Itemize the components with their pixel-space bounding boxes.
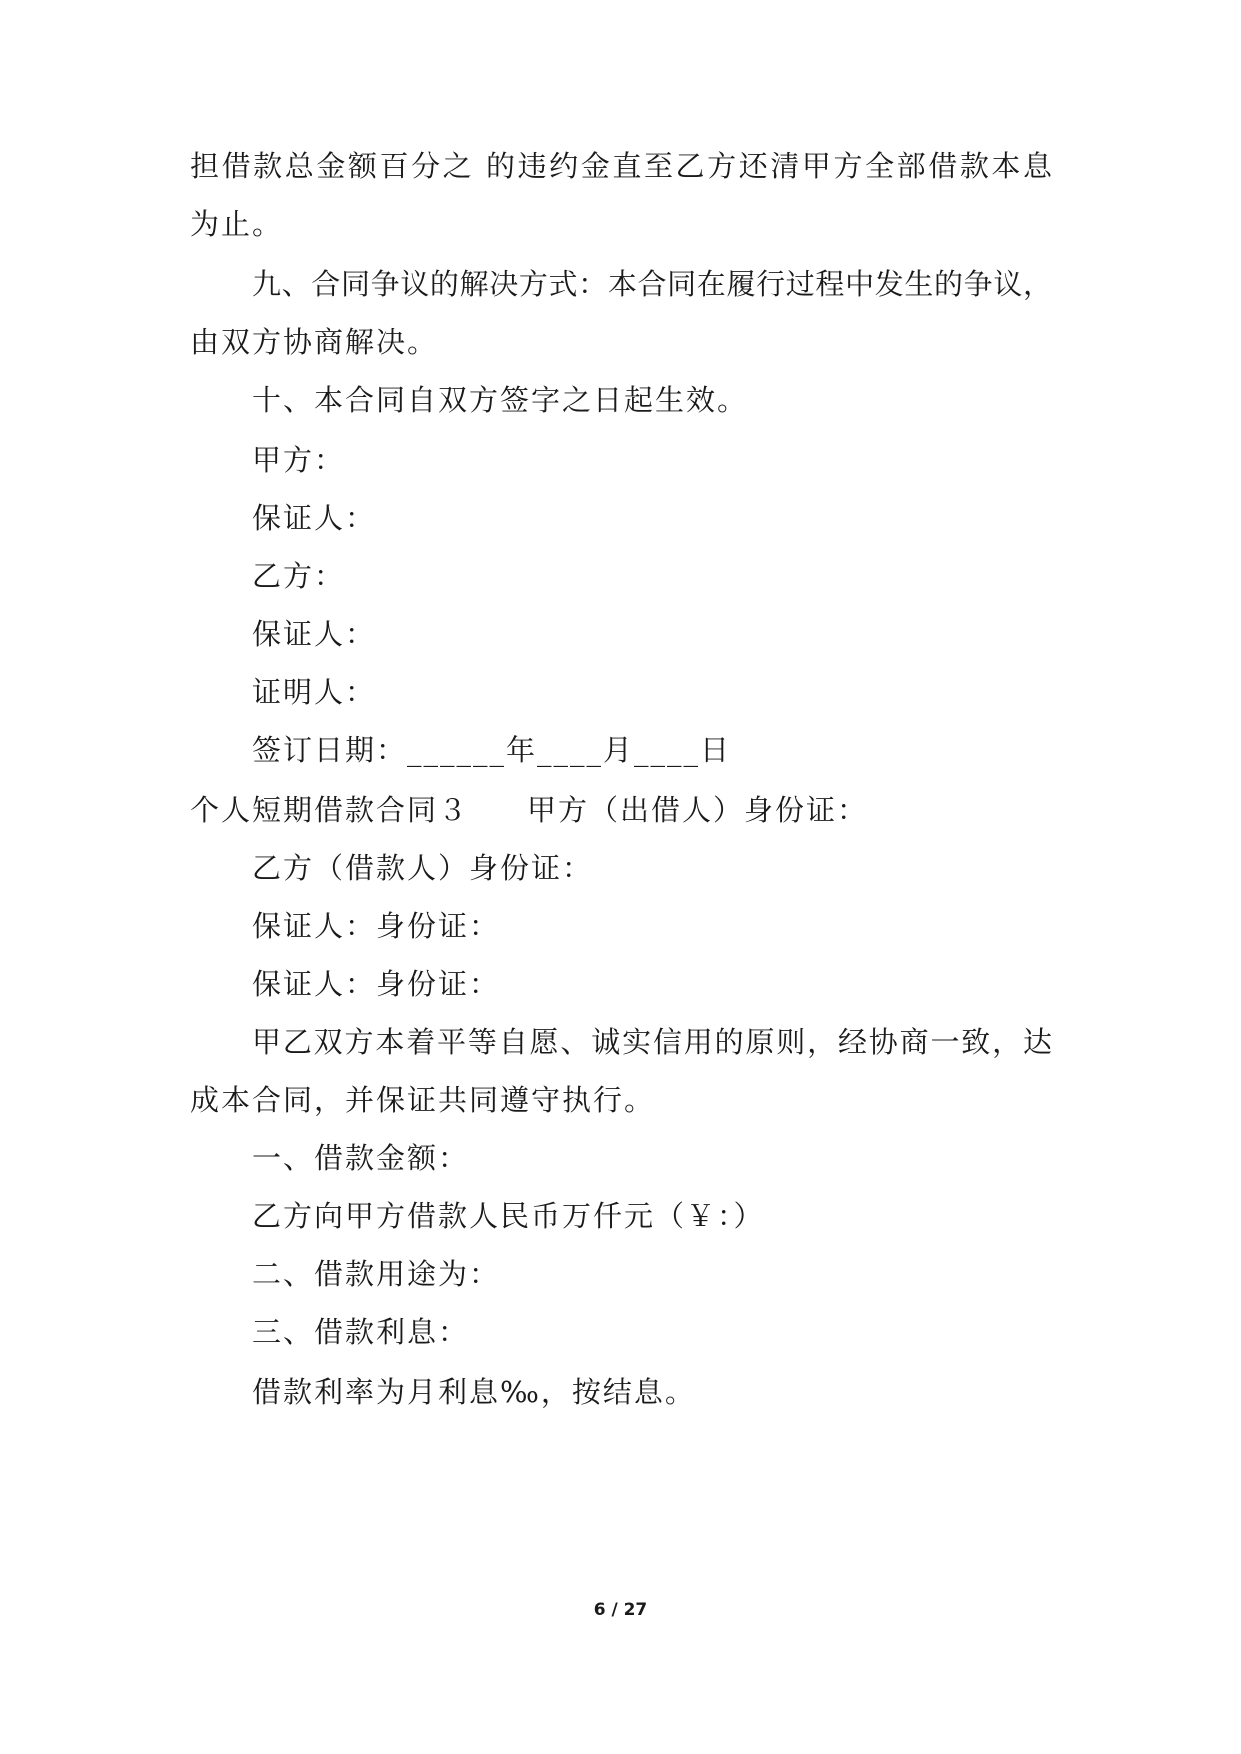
section-loan-purpose: 二、借款用途为： <box>252 1257 501 1291</box>
section-loan-interest: 三、借款利息： <box>252 1315 470 1349</box>
paragraph-line: 由双方协商解决。 <box>190 325 439 359</box>
contract-heading <box>190 790 868 830</box>
signature-guarantor: 保证人： <box>252 501 377 535</box>
signature-party-a: 甲方： <box>252 443 346 477</box>
party-b-id: 乙方（借款人）身份证： <box>252 851 594 885</box>
guarantor-id: 保证人：身份证： <box>252 967 501 1001</box>
guarantor-id: 保证人：身份证： <box>252 909 501 943</box>
section-loan-amount: 一、借款金额： <box>252 1141 470 1175</box>
preamble: 甲乙双方本着平等自愿、诚实信用的原则，经协商一致，达 <box>252 1025 1052 1059</box>
signature-party-b: 乙方： <box>252 559 346 593</box>
signing-date: 签订日期：______年____月____日 <box>252 733 732 767</box>
loan-amount-text: 乙方向甲方借款人民币万仟元（￥：） <box>252 1199 765 1233</box>
clause-ten: 十、本合同自双方签字之日起生效。 <box>252 383 749 417</box>
signature-witness: 证明人： <box>252 675 377 709</box>
paragraph-line: 成本合同，并保证共同遵守执行。 <box>190 1083 656 1117</box>
party-a-id: 甲方（出借人）身份证： <box>527 793 869 827</box>
interest-rate-text: 借款利率为月利息‰，按结息。 <box>252 1375 696 1409</box>
paragraph-line: 为止。 <box>190 207 284 241</box>
contract-title: 个人短期借款合同３ <box>190 793 470 827</box>
clause-nine: 九、合同争议的解决方式：本合同在履行过程中发生的争议， <box>252 267 1052 301</box>
paragraph-line: 担借款总金额百分之 的违约金直至乙方还清甲方全部借款本息 <box>190 149 1052 183</box>
signature-guarantor: 保证人： <box>252 617 377 651</box>
page-number: 6 / 27 <box>593 1600 648 1620</box>
